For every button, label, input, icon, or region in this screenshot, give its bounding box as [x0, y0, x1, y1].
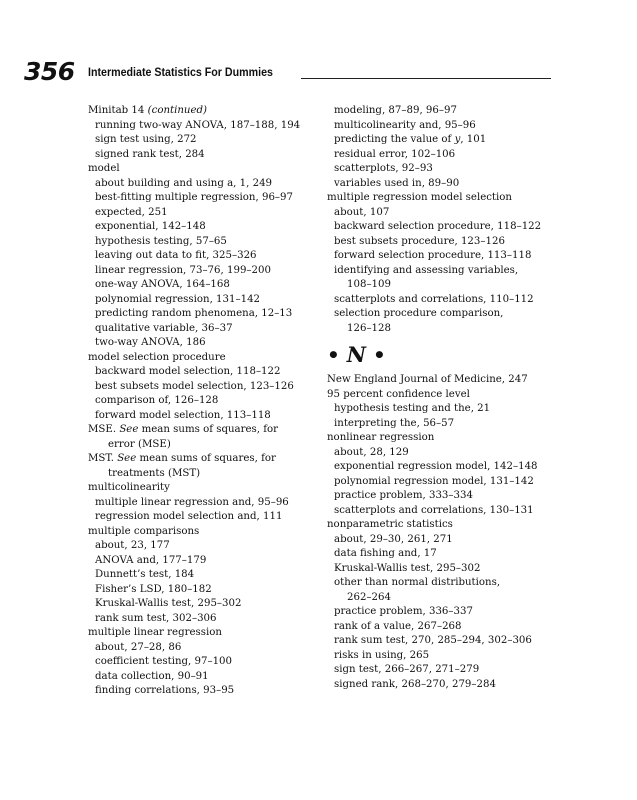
entry-text: coefficient testing, 97–100 — [95, 656, 233, 667]
entry-text: expected, 251 — [95, 206, 168, 218]
index-subentry — [88, 191, 316, 206]
entry-text: , 101 — [460, 134, 487, 145]
entry-text: polynomial regression, 131–142 — [95, 293, 261, 305]
entry-text: about building and using a, 1, 249 — [95, 177, 273, 189]
index-column-left — [88, 104, 316, 699]
entry-text: practice problem, 336–337 — [334, 606, 473, 617]
entry-text: best subsets model selection, 123–126 — [95, 380, 294, 392]
entry-text: identifying and assessing variables, — [334, 264, 519, 276]
entry-text: forward model selection, 113–118 — [95, 409, 271, 421]
entry-text: See — [119, 424, 139, 435]
index-entry — [327, 191, 559, 206]
entry-text: predicting the value of — [334, 134, 455, 145]
index-subentry — [327, 504, 559, 519]
index-entry — [327, 373, 559, 388]
index-entry-continuation — [88, 438, 316, 453]
index-subentry — [88, 293, 316, 308]
entry-text: treatments (MST) — [108, 467, 201, 479]
index-entry — [88, 351, 316, 366]
index-subentry — [88, 264, 316, 279]
index-subentry — [327, 264, 559, 279]
entry-text: finding correlations, 93–95 — [95, 685, 235, 696]
entry-text: mean sums of squares, for — [136, 453, 276, 464]
entry-text: Minitab 14 — [88, 105, 148, 116]
index-entry — [88, 452, 316, 467]
index-subentry — [88, 684, 316, 699]
index-entry — [327, 388, 559, 403]
entry-text: comparison of, 126–128 — [95, 395, 219, 406]
index-subentry — [88, 539, 316, 554]
index-subentry — [327, 605, 559, 620]
entry-text: scatterplots, 92–93 — [334, 163, 433, 174]
index-subentry — [327, 133, 559, 148]
entry-text: data collection, 90–91 — [95, 670, 209, 682]
entry-text: New England Journal of Medicine, 247 — [327, 374, 528, 385]
index-entry-continuation — [327, 591, 559, 606]
entry-text: polynomial regression model, 131–142 — [334, 475, 534, 487]
entry-text: forward selection procedure, 113–118 — [334, 250, 532, 261]
index-entry — [88, 423, 316, 438]
entry-text: best subsets procedure, 123–126 — [334, 235, 505, 247]
entry-text: qualitative variable, 36–37 — [95, 322, 233, 334]
entry-text: practice problem, 333–334 — [334, 490, 473, 501]
index-entry — [88, 104, 316, 119]
entry-text: See — [117, 453, 137, 464]
entry-text: MSE. — [88, 424, 120, 435]
index-subentry — [327, 104, 559, 119]
index-subentry — [88, 597, 316, 612]
index-entry — [88, 481, 316, 496]
index-subentry — [327, 402, 559, 417]
index-subentry — [327, 547, 559, 562]
index-subentry — [327, 307, 559, 322]
entry-text: rank sum test, 270, 285–294, 302–306 — [334, 635, 532, 646]
entry-text: ANOVA and, 177–179 — [95, 554, 207, 566]
entry-text: multiple comparisons — [88, 525, 200, 537]
entry-text: about, 107 — [334, 206, 390, 218]
entry-text: multiple linear regression and, 95–96 — [95, 496, 289, 508]
index-entry — [327, 518, 559, 533]
entry-text: selection procedure comparison, — [334, 308, 504, 319]
index-subentry — [327, 489, 559, 504]
entry-text: multiple regression model selection — [327, 192, 512, 203]
index-subentry — [88, 148, 316, 163]
index-subentry — [88, 394, 316, 409]
index-subentry — [88, 249, 316, 264]
entry-text: regression model selection and, 111 — [95, 511, 283, 522]
entry-text: sign test using, 272 — [95, 134, 197, 145]
index-subentry — [88, 409, 316, 424]
bullet-right-icon: • — [372, 343, 386, 367]
entry-text: best-fitting multiple regression, 96–97 — [95, 192, 293, 203]
entry-text: running two-way ANOVA, 187–188, 194 — [95, 119, 301, 131]
entry-text: model selection procedure — [88, 351, 226, 363]
entry-text: predicting random phenomena, 12–13 — [95, 308, 293, 319]
entry-text: nonlinear regression — [327, 432, 435, 443]
index-subentry — [327, 162, 559, 177]
entry-text: linear regression, 73–76, 199–200 — [95, 264, 271, 276]
entry-text: exponential regression model, 142–148 — [334, 461, 538, 472]
entry-text: variables used in, 89–90 — [334, 177, 460, 189]
entry-text: exponential, 142–148 — [95, 221, 206, 232]
entry-text: 108–109 — [347, 279, 391, 290]
entry-text: data fishing and, 17 — [334, 548, 437, 559]
entry-text: about, 28, 129 — [334, 446, 409, 458]
index-subentry — [327, 417, 559, 432]
index-entries-m-continued — [327, 104, 559, 336]
entry-text: mean sums of squares, for — [138, 424, 278, 435]
page-number: 356 — [24, 57, 75, 86]
index-subentry — [327, 678, 559, 693]
index-subentry — [327, 533, 559, 548]
index-subentry — [327, 177, 559, 192]
entry-text: Fisher’s LSD, 180–182 — [95, 583, 212, 595]
entry-text: multicolinearity and, 95–96 — [334, 119, 476, 131]
index-subentry — [88, 380, 316, 395]
index-subentry — [88, 554, 316, 569]
entry-text: modeling, 87–89, 96–97 — [334, 105, 457, 116]
entry-text: signed rank, 268–270, 279–284 — [334, 678, 496, 690]
index-subentry — [327, 475, 559, 490]
entry-text: about, 23, 177 — [95, 540, 170, 551]
entry-text: scatterplots and correlations, 130–131 — [334, 504, 534, 516]
index-subentry — [88, 510, 316, 525]
index-subentry — [327, 148, 559, 163]
index-subentry — [88, 220, 316, 235]
entry-text: hypothesis testing and the, 21 — [334, 403, 491, 414]
entry-text: sign test, 266–267, 271–279 — [334, 664, 480, 675]
entry-text: rank sum test, 302–306 — [95, 612, 217, 624]
entry-text: other than normal distributions, — [334, 577, 501, 588]
index-subentry — [327, 293, 559, 308]
index-subentry — [88, 307, 316, 322]
entry-text: error (MSE) — [108, 438, 171, 450]
index-subentry — [88, 206, 316, 221]
index-subentry — [327, 576, 559, 591]
index-subentry — [88, 322, 316, 337]
entry-text: model — [88, 163, 120, 174]
entry-text: about, 29–30, 261, 271 — [334, 533, 453, 545]
entry-text: backward model selection, 118–122 — [95, 366, 281, 377]
entry-text: Kruskal-Wallis test, 295–302 — [334, 562, 481, 574]
entry-text: residual error, 102–106 — [334, 148, 456, 160]
index-subentry — [88, 278, 316, 293]
entry-text: one-way ANOVA, 164–168 — [95, 279, 230, 290]
entry-text: y — [454, 134, 461, 145]
index-subentry — [327, 446, 559, 461]
entry-text: 95 percent confidence level — [327, 388, 470, 400]
index-subentry — [327, 119, 559, 134]
index-subentry — [88, 655, 316, 670]
index-subentry — [327, 634, 559, 649]
index-entry — [327, 431, 559, 446]
running-header-title: Intermediate Statistics For Dummies — [88, 66, 273, 79]
index-subentry — [88, 496, 316, 511]
header-rule — [301, 78, 551, 79]
index-subentry — [88, 670, 316, 685]
index-subentry — [88, 336, 316, 351]
entry-text: backward selection procedure, 118–122 — [334, 221, 542, 232]
index-subentry — [88, 119, 316, 134]
index-subentry — [88, 177, 316, 192]
index-subentry — [327, 649, 559, 664]
index-entries-n — [327, 373, 559, 692]
entry-text: multicolinearity — [88, 482, 170, 493]
index-subentry — [327, 620, 559, 635]
entry-text: about, 27–28, 86 — [95, 641, 182, 653]
bullet-left-icon: • — [327, 343, 340, 367]
index-subentry — [327, 206, 559, 221]
index-entry-continuation — [327, 322, 559, 337]
index-column-right — [327, 104, 559, 692]
entry-text: risks in using, 265 — [334, 649, 430, 661]
index-subentry — [327, 235, 559, 250]
entry-text: multiple linear regression — [88, 627, 222, 638]
index-subentry — [327, 220, 559, 235]
entry-text: two-way ANOVA, 186 — [95, 337, 206, 348]
index-subentry — [327, 663, 559, 678]
index-subentry — [88, 365, 316, 380]
entry-text: 126–128 — [347, 322, 391, 334]
index-subentry — [327, 249, 559, 264]
index-subentry — [88, 133, 316, 148]
index-subentry — [88, 641, 316, 656]
entry-text: interpreting the, 56–57 — [334, 417, 455, 429]
index-subentry — [88, 612, 316, 627]
entry-text: signed rank test, 284 — [95, 148, 205, 160]
entry-text: 262–264 — [347, 591, 391, 603]
index-subentry — [327, 460, 559, 475]
index-entry — [88, 626, 316, 641]
entry-text: rank of a value, 267–268 — [334, 620, 462, 632]
index-entry-continuation — [327, 278, 559, 293]
index-entry — [88, 162, 316, 177]
index-subentry — [327, 562, 559, 577]
index-subentry — [88, 235, 316, 250]
index-subentry — [88, 568, 316, 583]
index-entry-continuation — [88, 467, 316, 482]
entry-text: MST. — [88, 453, 118, 464]
section-letter-heading — [327, 340, 559, 370]
entry-text: nonparametric statistics — [327, 519, 453, 530]
entry-text: Kruskal-Wallis test, 295–302 — [95, 598, 242, 609]
entry-text: (continued) — [147, 105, 208, 116]
entry-text: Dunnett’s test, 184 — [95, 569, 195, 580]
index-subentry — [88, 583, 316, 598]
section-letter: N — [346, 342, 366, 367]
index-entry — [88, 525, 316, 540]
entry-text: scatterplots and correlations, 110–112 — [334, 293, 534, 305]
entry-text: leaving out data to fit, 325–326 — [95, 250, 257, 261]
entry-text: hypothesis testing, 57–65 — [95, 235, 227, 247]
